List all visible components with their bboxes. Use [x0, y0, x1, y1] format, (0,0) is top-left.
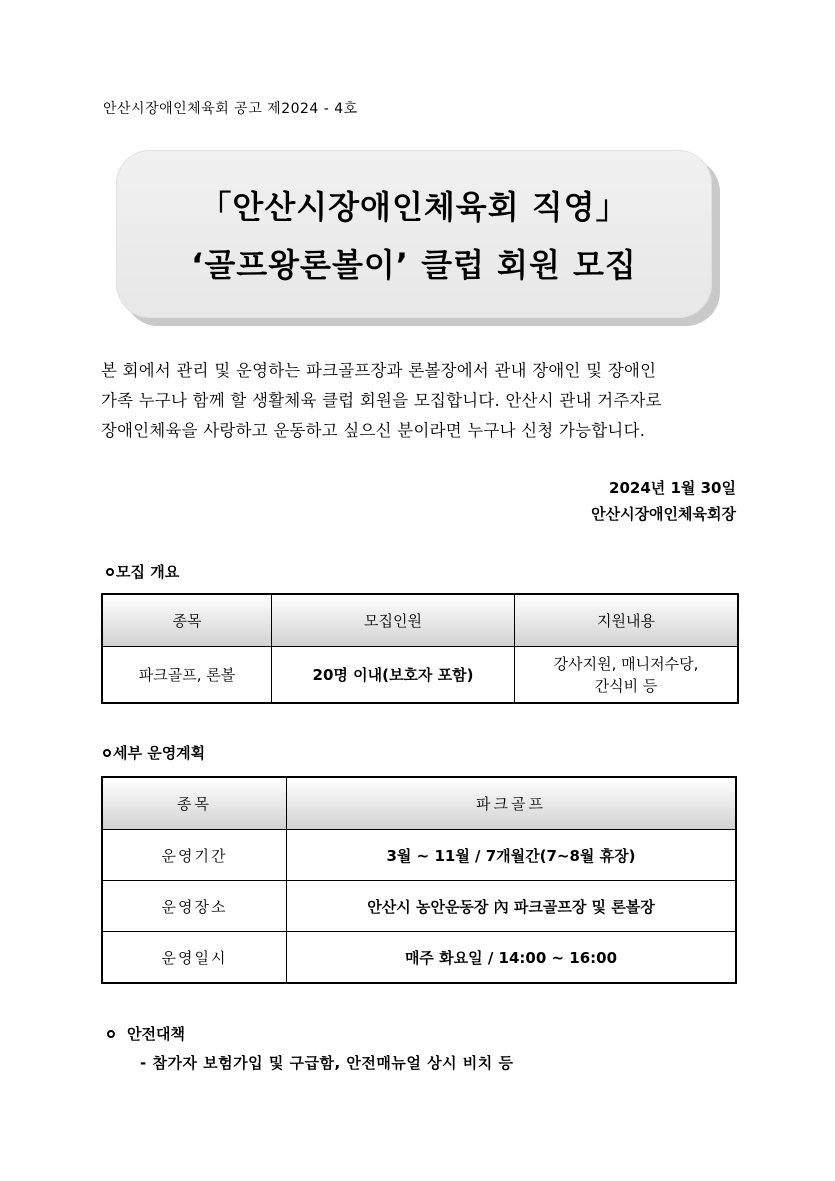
table-row: [102, 647, 738, 704]
section-heading-recruit: [106, 561, 179, 582]
row-value: 3월 ~ 11월 / 7개월간(7~8월 휴장): [287, 830, 737, 881]
table-row: [102, 881, 736, 932]
header-sport: 종목: [102, 594, 272, 647]
section-heading-operation: [103, 742, 205, 763]
intro-line: 본 회에서 관리 및 운영하는 파크골프장과 론볼장에서 관내 장애인 및 장애인: [101, 361, 657, 380]
row-label: 운영일시: [102, 932, 287, 984]
table-header-row: [102, 777, 736, 830]
row-value: 안산시 농안운동장 內 파크골프장 및 론볼장: [287, 881, 737, 932]
table-header-row: [102, 594, 738, 647]
circle-bullet-icon: [103, 749, 111, 757]
recruit-table: [101, 593, 739, 704]
issuer-name: 안산시장애인체육회장: [591, 505, 736, 523]
row-value: 매주 화요일 / 14:00 ~ 16:00: [287, 932, 737, 984]
title-box: [116, 150, 712, 318]
safety-item: - 참가자 보험가입 및 구급함, 안전매뉴얼 상시 비치 등: [140, 1054, 514, 1072]
intro-line: 가족 누구나 함께 할 생활체육 클럽 회원을 모집합니다. 안산시 관내 거주자로: [101, 391, 662, 410]
title-line-2: ‘골프왕론볼이’ 클럽 회원 모집: [191, 246, 637, 284]
support-line: 간식비 등: [594, 676, 658, 695]
section-heading-text: 모집 개요: [116, 563, 180, 581]
row-label: 운영기간: [102, 830, 287, 881]
support-line: 강사지원, 매니저수당,: [553, 654, 699, 673]
section-heading-text: 안전대책: [127, 1025, 185, 1043]
cell-sport: 파크골프, 론볼: [102, 647, 272, 704]
circle-bullet-icon: [107, 1030, 115, 1038]
circle-bullet-icon: [106, 568, 114, 576]
section-heading-text: 세부 운영계획: [113, 744, 206, 762]
cell-capacity: 20명 이내(보호자 포함): [272, 647, 515, 704]
intro-paragraph: [101, 356, 741, 446]
row-label: 운영장소: [102, 881, 287, 932]
notice-number: 안산시장애인체육회 공고 제2024 - 4호: [103, 101, 358, 117]
cell-support: [515, 647, 739, 704]
announcement-date: 2024년 1월 30일: [609, 479, 736, 497]
section-heading-safety: [107, 1023, 185, 1044]
header-parkgolf: 파크골프: [287, 777, 737, 830]
header-capacity: 모집인원: [272, 594, 515, 647]
table-row: [102, 830, 736, 881]
header-support: 지원내용: [515, 594, 739, 647]
header-sport: 종목: [102, 777, 287, 830]
intro-line: 장애인체육을 사랑하고 운동하고 싶으신 분이라면 누구나 신청 가능합니다.: [101, 421, 646, 440]
table-row: [102, 932, 736, 984]
operation-table: [101, 776, 737, 984]
title-line-1: 「안산시장애인체육회 직영」: [199, 188, 629, 226]
